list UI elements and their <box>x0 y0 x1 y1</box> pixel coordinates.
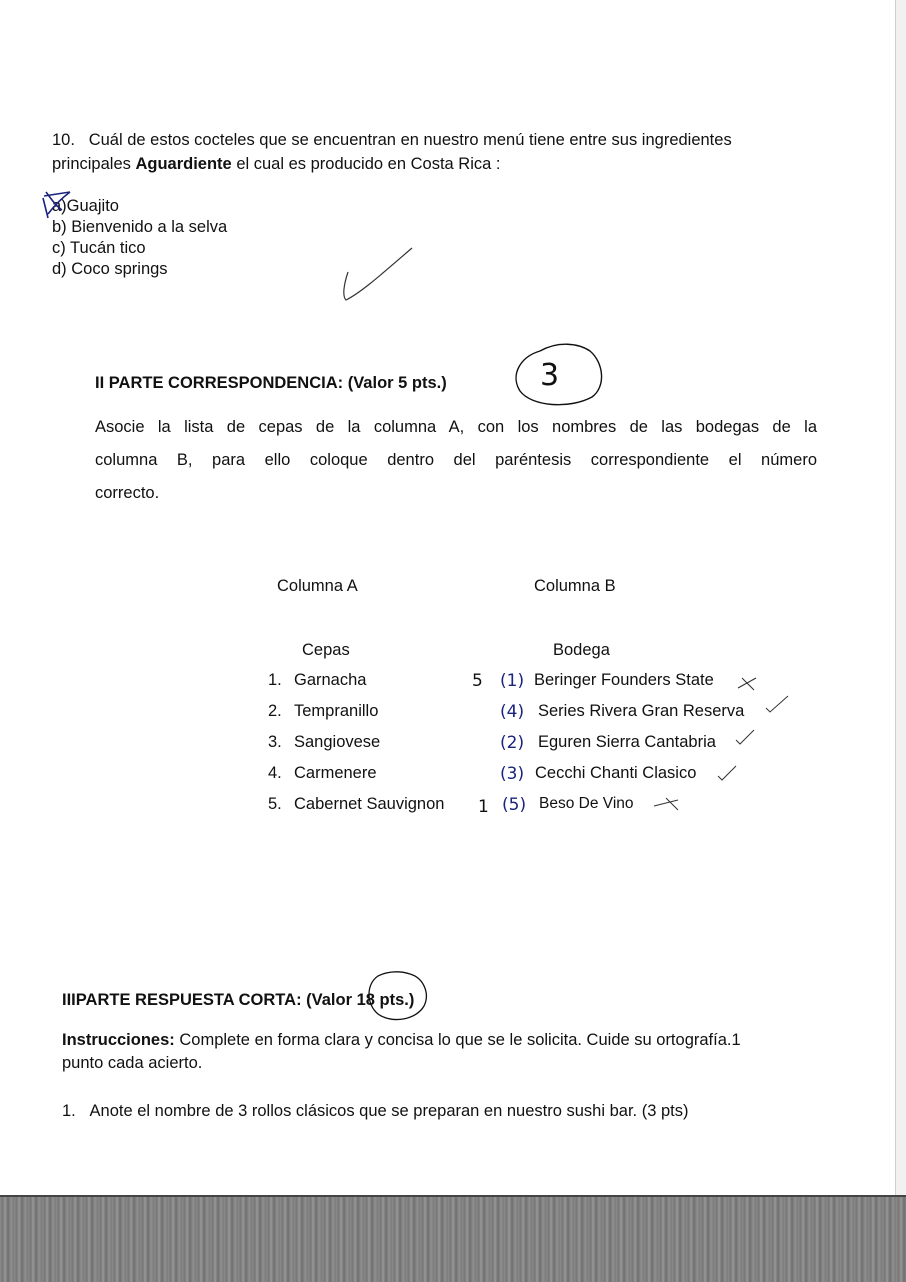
instructions-label: Instrucciones: <box>62 1031 175 1049</box>
row-number: 3. <box>268 733 282 751</box>
score-circle <box>364 970 434 1024</box>
handwritten-answer: (1) <box>500 671 525 691</box>
option-letter: b) <box>52 218 67 236</box>
scan-right-edge <box>895 0 906 1280</box>
cepa-row <box>268 793 282 815</box>
scan-bottom-border <box>0 1195 906 1282</box>
option-letter: d) <box>52 260 67 278</box>
instructions-text: Complete en forma clara y concisa lo que se le solicita. Cuide su ortografía.1 <box>174 1031 741 1049</box>
score-value: 3 <box>540 358 560 393</box>
column-b-title: Columna B <box>534 577 616 595</box>
cepa-row <box>268 762 282 784</box>
cepa-name: Cabernet Sauvignon <box>294 795 445 813</box>
row-number: 4. <box>268 764 282 782</box>
q10-line2 <box>52 153 500 175</box>
q10-text-pre: principales <box>52 155 136 173</box>
option-text: Guajito <box>66 197 119 215</box>
column-b-header: Bodega <box>553 641 610 659</box>
bodega-name: Beso De Vino <box>539 795 634 812</box>
part3-heading: IIIPARTE RESPUESTA CORTA: (Valor 18 pts.) <box>62 991 415 1009</box>
column-a-title: Columna A <box>277 577 358 595</box>
option-letter: a) <box>52 197 67 215</box>
handwritten-answer: (2) <box>500 733 525 753</box>
check-mark <box>764 694 792 716</box>
bodega-name: Cecchi Chanti Clasico <box>535 764 697 782</box>
handwritten-answer: (3) <box>500 764 525 784</box>
question-text: Anote el nombre de 3 rollos clásicos que se preparan en nuestro sushi bar. (3 pts) <box>89 1102 689 1120</box>
option-letter: c) <box>52 239 66 257</box>
q10-keyword: Aguardiente <box>135 155 232 173</box>
part2-heading: II PARTE CORRESPONDENCIA: (Valor 5 pts.) <box>95 374 447 392</box>
handwritten-answer: (5) <box>502 795 527 815</box>
handwritten-correction: 1 <box>478 797 489 817</box>
option-text: Bienvenido a la selva <box>71 218 228 236</box>
q10-option-d <box>52 258 168 280</box>
wrong-mark <box>652 794 682 812</box>
handwritten-correction: 5 <box>472 671 483 691</box>
part2-instructions-line2: columna B, para ello coloque dentro del paréntesis correspondiente el número <box>95 451 817 469</box>
q10-option-c <box>52 237 146 259</box>
part3-instructions-line1 <box>62 1029 741 1051</box>
wrong-mark <box>736 674 760 692</box>
part2-instructions-line3: correcto. <box>95 484 160 502</box>
part3-question-1 <box>62 1100 688 1122</box>
part2-instructions-line1: Asocie la lista de cepas de la columna A, con los nombres de las bodegas de la <box>95 418 817 436</box>
check-mark <box>716 762 740 782</box>
q10-text-post: el cual es producido en Costa Rica : <box>231 155 501 173</box>
cepa-name: Tempranillo <box>294 702 379 720</box>
bodega-name: Beringer Founders State <box>534 671 714 689</box>
cepa-row <box>268 700 282 722</box>
bodega-name: Series Rivera Gran Reserva <box>538 702 745 720</box>
handwritten-cross-mark <box>40 188 74 220</box>
cepa-name: Garnacha <box>294 671 367 689</box>
handwritten-answer: (4) <box>500 702 525 722</box>
cepa-row <box>268 669 282 691</box>
q10-option-b <box>52 216 227 238</box>
bodega-name: Eguren Sierra Cantabria <box>538 733 716 751</box>
q10-text-line1: Cuál de estos cocteles que se encuentran en nuestro menú tiene entre sus ingredientes <box>88 131 732 149</box>
option-text: Tucán tico <box>70 239 146 257</box>
question-number: 1. <box>62 1102 76 1120</box>
cepa-name: Sangiovese <box>294 733 381 751</box>
q10-line1 <box>52 129 732 151</box>
part3-instructions-line2: punto cada acierto. <box>62 1054 203 1072</box>
row-number: 5. <box>268 795 282 813</box>
cepa-row <box>268 731 282 753</box>
check-mark <box>734 728 758 748</box>
column-a-header: Cepas <box>302 641 350 659</box>
option-text: Coco springs <box>71 260 168 278</box>
check-mark <box>340 244 420 304</box>
q10-number: 10. <box>52 131 75 149</box>
row-number: 1. <box>268 671 282 689</box>
cepa-name: Carmenere <box>294 764 377 782</box>
row-number: 2. <box>268 702 282 720</box>
